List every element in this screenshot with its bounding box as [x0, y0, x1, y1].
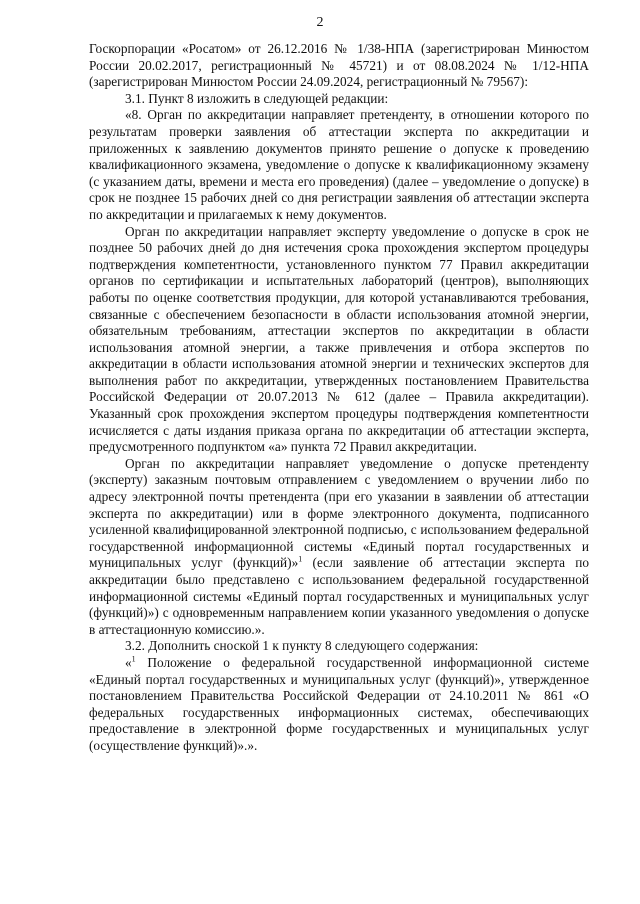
paragraph-point-8: «8. Орган по аккредитации направляет претенденту, в отношении которого по результатам проверки заявления об аттестации эксперта по аккредитации и приложенных к заявлению документов принято решение о допуске к проведению квалификационного экзамена, уведомление о допуске к квалификационному экзамену (с указанием даты, времени и места его проведения) (далее – уведомление о допуске) в срок не позднее 15 рабочих дней со дня регистрации заявления об аттестации эксперта по аккредитации и прилагаемых к нему документов.: [89, 107, 589, 222]
paragraph-continuation: Госкорпорации «Росатом» от 26.12.2016 № 1/38-НПА (зарегистрирован Минюстом России 20.02.2017, регистрационный № 45721) и от 08.08.2024 № 1/12-НПА (зарегистрирован Минюстом России 24.09.2024, регистрационный № 79567):: [89, 41, 589, 90]
paragraph-footnote-text: [89, 655, 589, 755]
footnote-mark: 1: [298, 554, 303, 564]
paragraph-notice-delivery: [89, 456, 589, 639]
document-body: [89, 41, 589, 755]
paragraph-3-2: 3.2. Дополнить сноской 1 к пункту 8 следующего содержания:: [125, 638, 479, 654]
paragraph-notice-deadline: Орган по аккредитации направляет эксперту уведомление о допуске в срок не позднее 50 рабочих дней до дня истечения срока прохождения экспертом процедуры подтверждения компетентности, установленного пунктом 77 Правил аккредитации органов по сертификации и испытательных лабораторий (центров), выполняющих работы по оценке соответствия продукции, для которой устанавливаются требования, связанные с обеспечением безопасности в области использования атомной энергии, обязательным требованиям, аттестации экспертов по аккредитации в области использования атомной энергии, а также привлечения и отбора экспертов по аккредитации в области использования атомной энергии и технических экспертов для выполнения работ по аккредитации, утвержденных постановлением Правительства Российской Федерации от 20.07.2013 № 612 (далее – Правила аккредитации). Указанный срок прохождения экспертом процедуры подтверждения компетентности исчисляется с даты издания приказа органа по аккредитации об аттестации эксперта, предусмотренного подпунктом «а» пункта 72 Правил аккредитации.: [89, 223, 589, 455]
paragraph-text: Орган по аккредитации направляет уведомление о допуске претенденту (эксперту) заказным почтовым отправлением с уведомлением о вручении либо по адресу электронной почты претендента (при его указании в заявлении об аттестации эксперта по аккредитации) или в форме электронного документа, подписанного усиленной квалифицированной электронной подписью, с использованием федеральной государственной информационной системы «Единый портал государственных и муниципальных услуг (функций)»: [89, 455, 589, 571]
paragraph-text: (если заявление об аттестации эксперта по аккредитации было представлено с использованием федеральной государственной информационной системы «Единый портал государственных и муниципальных услуг (функций)») с одновременным направлением копии указанного уведомления о допуске в аттестационную комиссию.».: [89, 555, 590, 637]
paragraph-text: Положение о федеральной государственной информационной системе «Единый портал государственных и муниципальных услуг (функций)», утвержденное постановлением Правительства Российской Федерации от 24.10.2011 № 861 «О федеральных государственных информационных системах, обеспечивающих предоставление в электронной форме государственных и муниципальных услуг (осуществление функций)».».: [89, 654, 589, 753]
paragraph-3-1: 3.1. Пункт 8 изложить в следующей редакции:: [125, 90, 389, 106]
paragraph-text: «: [125, 654, 132, 670]
page-number: 2: [316, 15, 324, 30]
footnote-mark: 1: [131, 654, 136, 664]
